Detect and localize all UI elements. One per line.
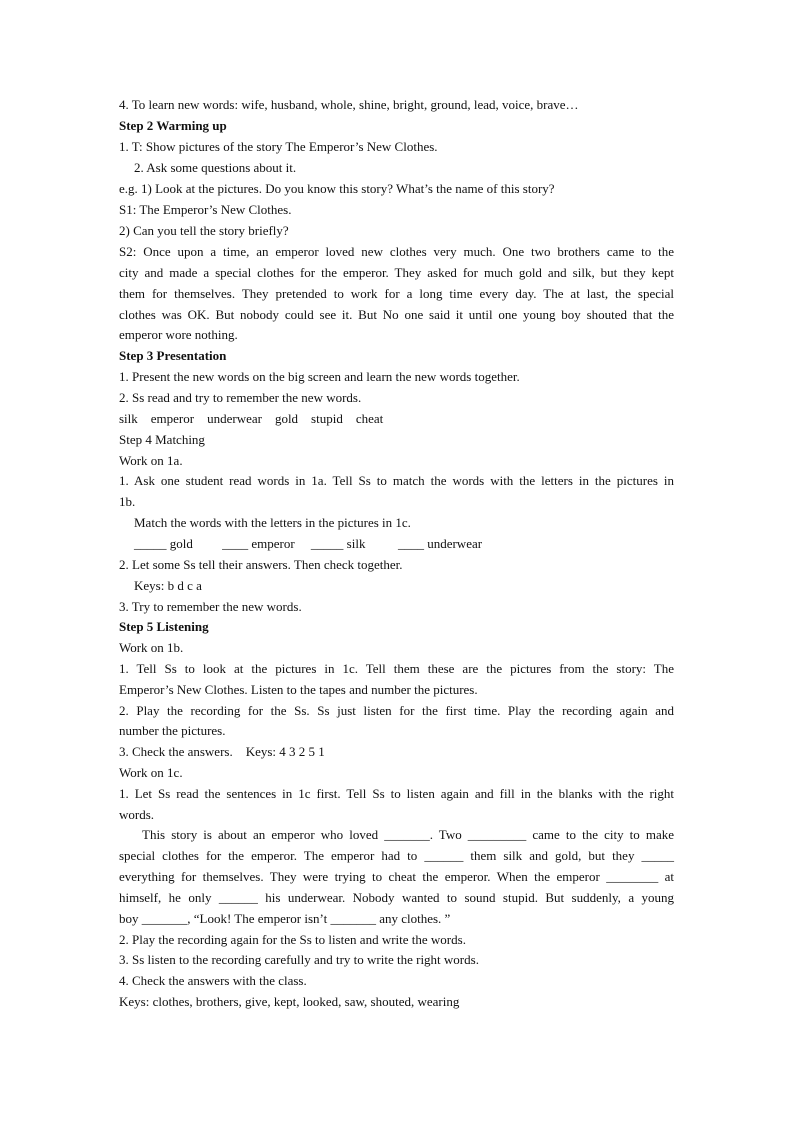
1c-item-1-line-2: words. bbox=[119, 807, 155, 822]
final-keys: Keys: clothes, brothers, give, kept, looked, saw, shouted, wearing bbox=[119, 994, 460, 1009]
1c-item-3: 3. Ss listen to the recording carefully and try to write the right words. bbox=[119, 952, 479, 967]
1c-item-4: 4. Check the answers with the class. bbox=[119, 973, 307, 988]
1c-item-2: 2. Play the recording again for the Ss to listen and write the words. bbox=[119, 932, 466, 947]
work-on-1b: Work on 1b. bbox=[119, 640, 184, 655]
step5-item-1-line-1: 1. Tell Ss to look at the pictures in 1c. Tell them these are the pictures from the story: The bbox=[119, 661, 674, 676]
cloze-line-3: everything for themselves. They were trying to cheat the emperor. When the emperor ________ at bbox=[119, 869, 674, 884]
s2-answer-line-3: them for themselves. They pretended to work for a long time every day. The at last, the special bbox=[119, 286, 674, 301]
step4-keys: Keys: b d c a bbox=[134, 578, 202, 593]
step2-heading: Step 2 Warming up bbox=[119, 118, 227, 133]
step5-item-2-line-1: 2. Play the recording for the Ss. Ss just listen for the first time. Play the recording again and bbox=[119, 703, 674, 718]
cloze-line-2: special clothes for the emperor. The emperor had to ______ them silk and gold, but they _____ bbox=[119, 848, 674, 863]
step5-heading: Step 5 Listening bbox=[119, 619, 209, 634]
work-on-1c: Work on 1c. bbox=[119, 765, 183, 780]
step2-item-1: 1. T: Show pictures of the story The Emperor’s New Clothes. bbox=[119, 139, 438, 154]
cloze-line-1: This story is about an emperor who loved _______. Two _________ came to the city to make bbox=[142, 827, 674, 842]
cloze-line-5: boy _______, “Look! The emperor isn’t _______ any clothes. ” bbox=[119, 911, 451, 926]
step5-item-1-line-2: Emperor’s New Clothes. Listen to the tapes and number the pictures. bbox=[119, 682, 478, 697]
s2-answer-line-4: clothes was OK. But nobody could see it. But No one said it until one young boy shouted that the bbox=[119, 307, 674, 322]
question-2: 2) Can you tell the story briefly? bbox=[119, 223, 289, 238]
step3-item-1: 1. Present the new words on the big screen and learn the new words together. bbox=[119, 369, 520, 384]
step5-item-2-line-2: number the pictures. bbox=[119, 723, 226, 738]
s2-answer-line-1: S2: Once upon a time, an emperor loved new clothes very much. One two brothers came to the bbox=[119, 244, 674, 259]
match-instruction: Match the words with the letters in the pictures in 1c. bbox=[134, 515, 411, 530]
s1-answer: S1: The Emperor’s New Clothes. bbox=[119, 202, 292, 217]
step4-item-2: 2. Let some Ss tell their answers. Then check together. bbox=[119, 557, 403, 572]
work-on-1a: Work on 1a. bbox=[119, 453, 183, 468]
objective-4: 4. To learn new words: wife, husband, whole, shine, bright, ground, lead, voice, brave… bbox=[119, 97, 579, 112]
step4-heading: Step 4 Matching bbox=[119, 432, 205, 447]
1c-item-1-line-1: 1. Let Ss read the sentences in 1c first. Tell Ss to listen again and fill in the blanks with the right bbox=[119, 786, 674, 801]
step4-item-1-line-1: 1. Ask one student read words in 1a. Tell Ss to match the words with the letters in the pictures in bbox=[119, 473, 674, 488]
eg-question-1: e.g. 1) Look at the pictures. Do you know this story? What’s the name of this story? bbox=[119, 181, 555, 196]
step4-item-3: 3. Try to remember the new words. bbox=[119, 599, 302, 614]
step3-item-2: 2. Ss read and try to remember the new words. bbox=[119, 390, 362, 405]
cloze-line-4: himself, he only ______ his underwear. Nobody wanted to sound stupid. But suddenly, a young bbox=[119, 890, 674, 905]
s2-answer-line-2: city and made a special clothes for the emperor. They asked for much gold and silk, but they kept bbox=[119, 265, 674, 280]
step4-item-1-line-2: 1b. bbox=[119, 494, 136, 509]
step2-item-2: 2. Ask some questions about it. bbox=[134, 160, 297, 175]
new-words-list: silk emperor underwear gold stupid cheat bbox=[119, 411, 384, 426]
step5-item-3: 3. Check the answers. Keys: 4 3 2 5 1 bbox=[119, 744, 325, 759]
match-blanks: _____ gold ____ emperor _____ silk ____ underwear bbox=[134, 536, 483, 551]
step3-heading: Step 3 Presentation bbox=[119, 348, 227, 363]
s2-answer-line-5: emperor wore nothing. bbox=[119, 327, 238, 342]
